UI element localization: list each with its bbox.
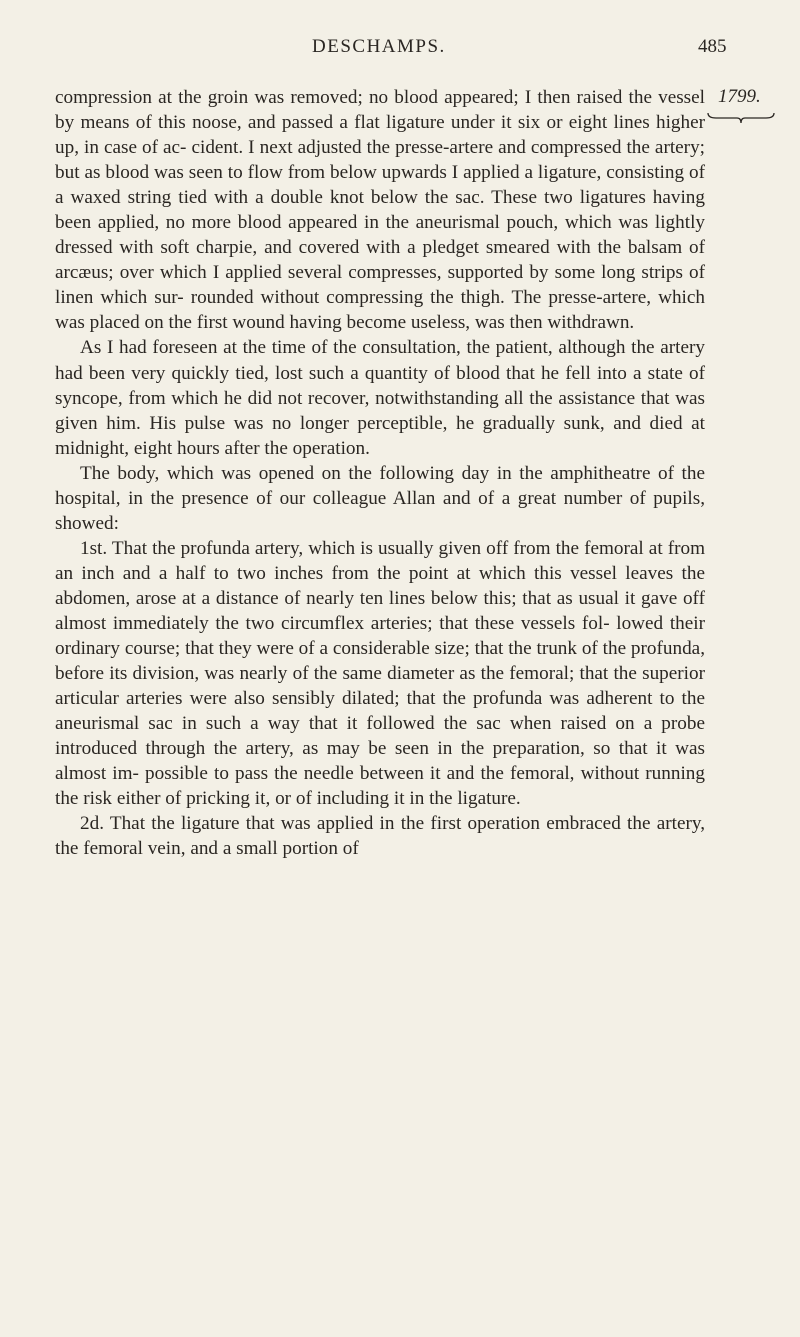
body-text (55, 85, 705, 861)
running-head: DESCHAMPS. (312, 36, 446, 57)
page-header (0, 36, 800, 62)
margin-year-note: 1799. (718, 86, 761, 107)
margin-brace-icon (706, 112, 776, 124)
paragraph: The body, which was opened on the following day in the amphitheatre of the hospital, in the presence of our colleague Allan and of a great number of pupils, showed: (55, 462, 705, 534)
page-number: 485 (698, 36, 727, 57)
paragraph: compression at the groin was removed; no blood appeared; I then raised the vessel by means of this noose, and passed a flat ligature under it six or eight lines higher up, in case of ac- cident. I next adjusted the presse-artere and compressed the artery; but as blood was seen to flow from below upwards I applied a ligature, consisting of a waxed string tied with a double knot below the sac. These two ligatures having been applied, no more blood appeared in the aneurismal pouch, which was lightly dressed with soft charpie, and covered with a pledget smeared with the balsam of arcæus; over which I applied several compresses, supported by some long strips of linen which sur- rounded without compressing the thigh. The presse-artere, which was placed on the first wound having become useless, was then withdrawn. (55, 87, 705, 334)
paragraph: 1st. That the profunda artery, which is usually given off from the femoral at from an inch and a half to two inches from the point at which this vessel leaves the abdomen, arose at a distance of nearly ten lines below this; that as usual it gave off almost immediately the two circumflex arteries; that these vessels fol- lowed their ordinary course; that they were of a considerable size; that the trunk of the profunda, before its division, was nearly of the same diameter as the femoral; that the superior articular arteries were also sensibly dilated; that the profunda was adherent to the aneurismal sac in such a way that it followed the sac when raised on a probe introduced through the artery, as may be seen in the preparation, so that it was almost im- possible to pass the needle between it and the femoral, without running the risk either of pricking it, or of including it in the ligature. (55, 537, 705, 810)
paragraph: As I had foreseen at the time of the consultation, the patient, although the artery had been very quickly tied, lost such a quantity of blood that he fell into a state of syncope, from which he did not recover, notwithstanding all the assistance that was given him. His pulse was no longer perceptible, he gradually sunk, and died at midnight, eight hours after the operation. (55, 337, 705, 459)
paragraph: 2d. That the ligature that was applied in the first operation embraced the artery, the femoral vein, and a small portion of (55, 813, 705, 860)
